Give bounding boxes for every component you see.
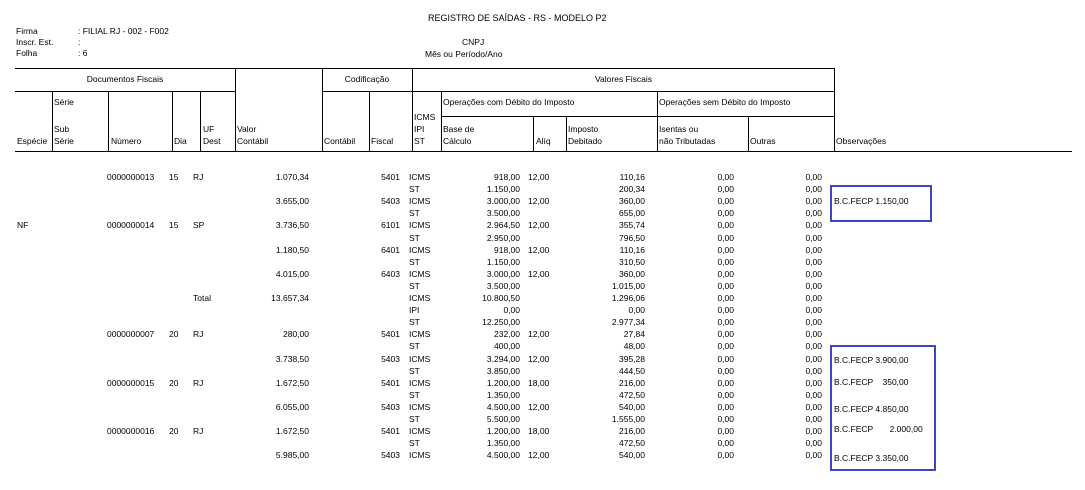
cell-isentas: 0,00 (717, 220, 734, 231)
cell-imposto: 200,34 (619, 184, 645, 195)
col-line (108, 91, 109, 151)
cell-valor: 280,00 (283, 329, 309, 340)
cell-tipo: ICMS (409, 172, 431, 182)
report-title: REGISTRO DE SAÍDAS - RS - MODELO P2 (428, 13, 607, 23)
cell-isentas: 0,00 (717, 329, 734, 340)
cell-tipo: ST (409, 438, 420, 449)
cell-tipo: ICMS (409, 268, 431, 279)
cell-base: 1.350,00 (486, 438, 520, 449)
header-numero: Número (111, 136, 142, 146)
header-bottom-line (15, 151, 1072, 152)
cell-outras: 0,00 (805, 450, 822, 461)
period-label: Mês ou Período/Ano (425, 49, 503, 59)
cell-imposto: 1.296,06 (611, 293, 645, 303)
cell-base: 4.500,00 (486, 450, 520, 461)
cell-numero: 0000000013 (107, 172, 155, 182)
cell-valor: 3.655,00 (275, 196, 309, 207)
cell-isentas: 0,00 (717, 414, 734, 424)
cell-base: 1.150,00 (486, 256, 520, 267)
cell-isentas: 0,00 (717, 232, 734, 243)
cell-outras: 0,00 (805, 377, 822, 388)
cell-imposto: 472,50 (619, 438, 645, 449)
cell-outras: 0,00 (805, 353, 822, 364)
cell-imposto: 310,50 (619, 256, 645, 267)
cell-base: 3.500,00 (486, 208, 520, 219)
cell-numero: 0000000014 (107, 220, 155, 231)
cell-base: 2.964,50 (486, 220, 520, 231)
header-debitado: Debitado (568, 136, 603, 146)
cell-outras: 0,00 (805, 341, 822, 352)
cell-imposto: 1.015,00 (611, 280, 645, 291)
observation-text: B.C.FECP 3.900,00 (834, 355, 909, 365)
cell-base: 0,00 (503, 305, 520, 316)
cell-valor: 1.180,50 (275, 244, 309, 255)
cell-aliq: 12,00 (528, 353, 550, 364)
cell-base: 918,00 (494, 172, 520, 182)
cell-dia: 15 (169, 220, 179, 231)
cell-isentas: 0,00 (717, 438, 734, 449)
cell-base: 1.200,00 (486, 426, 520, 437)
cell-imposto: 110,16 (619, 172, 645, 182)
cell-isentas: 0,00 (717, 172, 734, 182)
cell-isentas: 0,00 (717, 341, 734, 352)
cell-outras: 0,00 (805, 329, 822, 340)
cell-valor: 6.055,00 (275, 401, 309, 412)
cell-base: 3.000,00 (486, 196, 520, 207)
cell-isentas: 0,00 (717, 268, 734, 279)
cell-imposto: 444,50 (619, 365, 645, 376)
cell-aliq: 12,00 (528, 268, 550, 279)
cell-dia: 15 (169, 172, 179, 182)
header-calculo: Cálculo (443, 136, 472, 146)
cell-base: 3.500,00 (486, 280, 520, 291)
cell-dia: 20 (169, 329, 179, 340)
cell-aliq: 12,00 (528, 244, 550, 255)
cell-valor: 13.657,34 (271, 293, 309, 303)
cell-imposto: 360,00 (619, 268, 645, 279)
cell-imposto: 355,74 (619, 220, 645, 231)
cell-imposto: 216,00 (619, 426, 645, 437)
inscr-label: Inscr. Est. (16, 37, 54, 47)
cell-aliq: 12,00 (528, 172, 550, 182)
cell-imposto: 540,00 (619, 450, 645, 461)
header-dia: Dia (174, 136, 187, 146)
cell-outras: 0,00 (805, 414, 822, 424)
cell-imposto: 216,00 (619, 377, 645, 388)
cell-outras: 0,00 (805, 365, 822, 376)
cell-base: 4.500,00 (486, 401, 520, 412)
col-line (200, 91, 201, 151)
header-st: ST (414, 136, 425, 146)
cell-tipo: ST (409, 280, 420, 291)
cell-valor: 1.070,34 (275, 172, 309, 182)
cell-imposto: 0,00 (628, 305, 645, 316)
folha-value: : 6 (78, 48, 88, 58)
cell-isentas: 0,00 (717, 196, 734, 207)
cell-numero: 0000000015 (107, 377, 155, 388)
header-op-com-debito: Operações com Débito do Imposto (443, 97, 575, 107)
cell-imposto: 110,16 (619, 244, 645, 255)
cell-base: 3.000,00 (486, 268, 520, 279)
cell-fiscal: 5403 (381, 353, 400, 364)
cell-isentas: 0,00 (717, 305, 734, 316)
cell-isentas: 0,00 (717, 256, 734, 267)
cell-fiscal: 6401 (381, 244, 400, 255)
cell-fiscal: 6403 (381, 268, 400, 279)
docs-divider-line (15, 91, 235, 92)
cell-tipo: ST (409, 317, 420, 328)
cell-especie: NF (17, 220, 29, 231)
cell-outras: 0,00 (805, 268, 822, 279)
inscr-value: : (78, 37, 81, 47)
cell-numero: 0000000016 (107, 426, 155, 437)
firma-value: : FILIAL RJ - 002 - F002 (78, 26, 169, 36)
header-codificacao: Codificação (344, 74, 390, 84)
cell-aliq: 12,00 (528, 401, 550, 412)
cell-isentas: 0,00 (717, 377, 734, 388)
cell-outras: 0,00 (805, 256, 822, 267)
cell-tipo: ST (409, 341, 420, 352)
header-serie: Série (54, 97, 74, 107)
cell-imposto: 1.555,00 (611, 414, 645, 424)
cell-isentas: 0,00 (717, 353, 734, 364)
folha-label: Folha (16, 48, 38, 58)
cell-isentas: 0,00 (717, 401, 734, 412)
cell-isentas: 0,00 (717, 184, 734, 195)
cell-base: 3.294,00 (486, 353, 520, 364)
header-base: Base de (443, 124, 475, 134)
cell-imposto: 395,28 (619, 353, 645, 364)
cell-tipo: ST (409, 208, 420, 219)
firma-label: Firma (16, 26, 38, 36)
cell-base: 400,00 (494, 341, 520, 352)
cell-isentas: 0,00 (717, 389, 734, 400)
cell-tipo: ICMS (409, 377, 431, 388)
observation-text: B.C.FECP 4.850,00 (834, 404, 909, 414)
header-contabil: Contábil (237, 136, 269, 146)
cell-fiscal: 5401 (381, 329, 400, 340)
header-valores-fiscais: Valores Fiscais (595, 74, 652, 84)
cell-tipo: ICMS (409, 196, 431, 207)
col-line (369, 91, 370, 151)
cell-tipo: ICMS (409, 401, 431, 412)
cell-aliq: 12,00 (528, 329, 550, 340)
cell-uf: SP (193, 220, 205, 231)
col-line (441, 91, 442, 151)
header-dest: Dest (203, 136, 221, 146)
cell-outras: 0,00 (805, 244, 822, 255)
cell-imposto: 27,84 (623, 329, 645, 340)
header-cod-contabil: Contábil (324, 136, 356, 146)
cell-outras: 0,00 (805, 208, 822, 219)
cell-base: 1.150,00 (486, 184, 520, 195)
cell-outras: 0,00 (805, 172, 822, 182)
cell-imposto: 48,00 (623, 341, 645, 352)
cell-tipo: ICMS (409, 426, 431, 437)
cell-valor: 1.672,50 (275, 377, 309, 388)
header-documentos-fiscais: Documentos Fiscais (86, 74, 164, 84)
cell-base: 12.250,00 (482, 317, 520, 328)
header-icms: ICMS (414, 112, 436, 122)
cell-outras: 0,00 (805, 438, 822, 449)
cell-isentas: 0,00 (717, 293, 734, 303)
header-top-line (15, 68, 835, 69)
col-line (748, 116, 749, 151)
cell-tipo: ICMS (409, 293, 431, 303)
cell-valor: 5.985,00 (275, 450, 309, 461)
col-line (172, 91, 173, 151)
header-aliq: Alíq (536, 136, 551, 146)
cell-tipo: ICMS (409, 450, 431, 461)
cell-base: 5.500,00 (486, 414, 520, 424)
header-sub: Sub (54, 124, 70, 134)
header-ipi: IPI (414, 124, 425, 134)
cell-outras: 0,00 (805, 280, 822, 291)
cell-uf: RJ (193, 329, 204, 340)
cod-divider-line (322, 91, 412, 92)
header-uf: UF (203, 124, 215, 134)
col-line (52, 91, 53, 151)
cell-valor: 3.738,50 (275, 353, 309, 364)
header-valor: Valor (237, 124, 257, 134)
cell-aliq: 18,00 (528, 377, 550, 388)
cell-fiscal: 5401 (381, 377, 400, 388)
observation-text: B.C.FECP 1.150,00 (834, 196, 909, 206)
cell-base: 1.200,00 (486, 377, 520, 388)
col-line (566, 116, 567, 151)
cell-tipo: ST (409, 232, 420, 243)
cell-outras: 0,00 (805, 317, 822, 328)
cell-aliq: 12,00 (528, 220, 550, 231)
cell-valor: 3.736,50 (275, 220, 309, 231)
cell-isentas: 0,00 (717, 280, 734, 291)
cell-outras: 0,00 (805, 305, 822, 316)
cell-tipo: ST (409, 256, 420, 267)
cell-imposto: 472,50 (619, 389, 645, 400)
cell-outras: 0,00 (805, 426, 822, 437)
observation-text: B.C.FECP 2.000,00 (834, 424, 923, 434)
col-line (657, 91, 658, 151)
cell-numero: 0000000007 (107, 329, 155, 340)
cell-valor: 1.672,50 (275, 426, 309, 437)
cell-fiscal: 5403 (381, 401, 400, 412)
header-observacoes: Observações (836, 136, 887, 146)
cell-base: 3.850,00 (486, 365, 520, 376)
cell-imposto: 540,00 (619, 401, 645, 412)
cell-isentas: 0,00 (717, 244, 734, 255)
ops-divider-line (441, 116, 835, 117)
cell-tipo: IPI (409, 305, 420, 316)
cell-base: 2.950,00 (486, 232, 520, 243)
cell-uf: RJ (193, 172, 204, 182)
cell-uf: RJ (193, 377, 204, 388)
cell-dia: 20 (169, 377, 179, 388)
cell-aliq: 18,00 (528, 426, 550, 437)
cell-isentas: 0,00 (717, 208, 734, 219)
cnpj-label: CNPJ (462, 37, 485, 47)
cell-fiscal: 5401 (381, 172, 400, 182)
observation-text: B.C.FECP 3.350,00 (834, 453, 909, 463)
cell-fiscal: 5403 (381, 196, 400, 207)
header-imposto: Imposto (568, 124, 599, 134)
cell-uf: Total (193, 293, 211, 303)
cell-isentas: 0,00 (717, 365, 734, 376)
header-isentas: Isentas ou (659, 124, 699, 134)
cell-imposto: 360,00 (619, 196, 645, 207)
cell-tipo: ICMS (409, 329, 431, 340)
col-line (533, 116, 534, 151)
cell-imposto: 796,50 (619, 232, 645, 243)
header-nao-tributadas: não Tributadas (659, 136, 716, 146)
cell-base: 918,00 (494, 244, 520, 255)
cell-outras: 0,00 (805, 232, 822, 243)
cell-aliq: 12,00 (528, 196, 550, 207)
cell-fiscal: 5403 (381, 450, 400, 461)
header-fiscal: Fiscal (371, 136, 394, 146)
vf-divider-line (412, 91, 835, 92)
cell-outras: 0,00 (805, 196, 822, 207)
cell-dia: 20 (169, 426, 179, 437)
cell-aliq: 12,00 (528, 450, 550, 461)
cell-outras: 0,00 (805, 293, 822, 303)
observation-text: B.C.FECP 350,00 (834, 377, 909, 387)
cell-isentas: 0,00 (717, 317, 734, 328)
cell-outras: 0,00 (805, 389, 822, 400)
header-especie: Espécie (17, 136, 48, 146)
cell-base: 1.350,00 (486, 389, 520, 400)
cell-tipo: ICMS (409, 353, 431, 364)
cell-outras: 0,00 (805, 401, 822, 412)
cell-outras: 0,00 (805, 184, 822, 195)
cell-fiscal: 6101 (381, 220, 400, 231)
cell-tipo: ICMS (409, 244, 431, 255)
col-line (235, 68, 236, 151)
cell-fiscal: 5401 (381, 426, 400, 437)
cell-tipo: ICMS (409, 220, 431, 231)
cell-tipo: ST (409, 365, 420, 376)
header-op-sem-debito: Operações sem Débito do Imposto (659, 97, 791, 107)
cell-imposto: 655,00 (619, 208, 645, 219)
cell-base: 232,00 (494, 329, 520, 340)
header-outras: Outras (750, 136, 776, 146)
cell-uf: RJ (193, 426, 204, 437)
cell-tipo: ST (409, 184, 420, 195)
cell-valor: 4.015,00 (275, 268, 309, 279)
cell-tipo: ST (409, 389, 420, 400)
cell-base: 10.800,50 (482, 293, 520, 303)
cell-isentas: 0,00 (717, 426, 734, 437)
cell-outras: 0,00 (805, 220, 822, 231)
cell-tipo: ST (409, 414, 420, 424)
cell-imposto: 2.977,34 (611, 317, 645, 328)
cell-isentas: 0,00 (717, 450, 734, 461)
header-sub-serie: Série (54, 136, 74, 146)
